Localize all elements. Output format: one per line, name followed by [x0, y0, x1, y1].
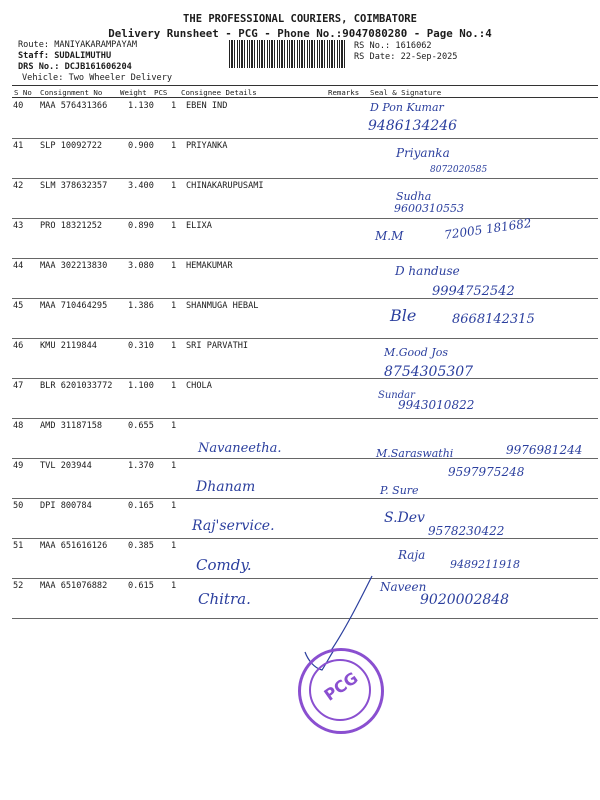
consignment-cell: MAA 710464295: [40, 301, 108, 311]
sno-cell: 41: [13, 141, 24, 151]
sno-cell: 43: [13, 221, 24, 231]
handwritten-signature: M.M: [375, 229, 404, 243]
vehicle-text: Vehicle: Two Wheeler Delivery: [22, 73, 173, 83]
handwritten-phone: 9976981244: [506, 443, 583, 457]
handwritten-consignee: Raj'service.: [192, 518, 275, 534]
pcs-cell: 1: [171, 461, 177, 471]
consignment-cell: MAA 651616126: [40, 541, 108, 551]
pcs-cell: 1: [171, 181, 177, 191]
handwritten-consignee: Navaneetha.: [198, 441, 282, 456]
staff-text: Staff: SUDALIMUTHU: [18, 51, 112, 61]
handwritten-consignee: Dhanam: [196, 479, 256, 495]
pcs-cell: 1: [171, 141, 177, 151]
pcg-stamp: [298, 648, 384, 734]
pcs-cell: 1: [171, 541, 177, 551]
sno-cell: 45: [13, 301, 24, 311]
weight-cell: 0.655: [128, 421, 154, 431]
consignment-cell: SLM 378632357: [40, 181, 108, 191]
weight-cell: 0.900: [128, 141, 154, 151]
drs-number: DRS No.: DCJB161606204: [18, 62, 132, 72]
consignee-cell: EBEN IND: [186, 101, 228, 111]
handwritten-signature: Naveen: [380, 580, 427, 594]
rs-date: RS Date: 22-Sep-2025: [354, 52, 458, 62]
weight-cell: 3.080: [128, 261, 154, 271]
consignment-cell: SLP 10092722: [40, 141, 103, 151]
handwritten-signature: S.Dev: [384, 510, 425, 526]
pcs-cell: 1: [171, 341, 177, 351]
sno-cell: 51: [13, 541, 24, 551]
pcs-cell: 1: [171, 501, 177, 511]
sno-cell: 42: [13, 181, 24, 191]
consignment-cell: BLR 6201033772: [40, 381, 113, 391]
col-consignment: Consignment No: [40, 88, 103, 97]
sno-cell: 48: [13, 421, 24, 431]
handwritten-signature: Raja: [398, 548, 426, 562]
handwritten-phone: 8754305307: [384, 364, 474, 380]
sno-cell: 40: [13, 101, 24, 111]
consignee-cell: CHOLA: [186, 381, 212, 391]
pcs-cell: 1: [171, 301, 177, 311]
handwritten-signature: D handuse: [395, 264, 460, 278]
weight-cell: 0.310: [128, 341, 154, 351]
handwritten-signature: Sudha: [396, 190, 432, 203]
pcs-cell: 1: [171, 581, 177, 591]
col-remarks: Remarks: [328, 88, 360, 97]
handwritten-phone: 72005 181682: [443, 215, 533, 243]
handwritten-signature: P. Sure: [380, 484, 419, 497]
col-consignee: Consignee Details: [181, 88, 257, 97]
weight-cell: 1.130: [128, 101, 154, 111]
handwritten-phone: 9994752542: [432, 284, 515, 299]
col-weight: Weight: [120, 88, 147, 97]
consignment-cell: AMD 31187158: [40, 421, 103, 431]
consignee-cell: HEMAKUMAR: [186, 261, 233, 271]
weight-cell: 3.400: [128, 181, 154, 191]
route-text: Route: MANIYAKARAMPAYAM: [18, 40, 137, 50]
weight-cell: 1.370: [128, 461, 154, 471]
handwritten-phone: 9020002848: [420, 592, 510, 608]
consignment-cell: MAA 576431366: [40, 101, 108, 111]
sno-cell: 50: [13, 501, 24, 511]
weight-cell: 1.386: [128, 301, 154, 311]
handwritten-phone: 9600310553: [394, 202, 464, 215]
handwritten-phone: 9943010822: [398, 398, 475, 412]
consignee-cell: ELIXA: [186, 221, 212, 231]
weight-cell: 0.165: [128, 501, 154, 511]
sno-cell: 47: [13, 381, 24, 391]
col-pcs: PCS: [154, 88, 168, 97]
col-sno: S No: [14, 88, 32, 97]
sno-cell: 49: [13, 461, 24, 471]
rs-number: RS No.: 1616062: [354, 41, 432, 51]
consignee-cell: PRIYANKA: [186, 141, 228, 151]
consignment-cell: DPI 800784: [40, 501, 92, 511]
pcs-cell: 1: [171, 421, 177, 431]
consignment-cell: PRO 18321252: [40, 221, 103, 231]
sno-cell: 46: [13, 341, 24, 351]
handwritten-phone: 9597975248: [448, 465, 525, 479]
handwritten-consignee: Chitra.: [198, 590, 251, 608]
handwritten-phone: 9489211918: [450, 558, 520, 571]
weight-cell: 0.890: [128, 221, 154, 231]
company-title: THE PROFESSIONAL COURIERS, COIMBATORE: [183, 13, 417, 25]
consignee-cell: SHANMUGA HEBAL: [186, 301, 259, 311]
pcs-cell: 1: [171, 261, 177, 271]
handwritten-signature: Ble: [390, 306, 417, 325]
handwritten-consignee: Comdy.: [196, 556, 252, 574]
handwritten-phone: 8072020585: [430, 165, 488, 175]
handwritten-signature: Sundar: [378, 390, 415, 401]
consignment-cell: KMU 2119844: [40, 341, 97, 351]
col-signature: Seal & Signature: [370, 88, 442, 97]
weight-cell: 0.615: [128, 581, 154, 591]
weight-cell: 0.385: [128, 541, 154, 551]
sno-cell: 52: [13, 581, 24, 591]
handwritten-phone: 9486134246: [368, 118, 458, 134]
handwritten-signature: M.Saraswathi: [376, 447, 454, 460]
weight-cell: 1.100: [128, 381, 154, 391]
consignee-cell: SRI PARVATHI: [186, 341, 249, 351]
consignment-cell: MAA 302213830: [40, 261, 108, 271]
sno-cell: 44: [13, 261, 24, 271]
pcs-cell: 1: [171, 101, 177, 111]
handwritten-phone: 9578230422: [428, 524, 505, 538]
handwritten-signature: Priyanka: [396, 146, 450, 160]
consignment-cell: TVL 203944: [40, 461, 92, 471]
stamp-text: PCG: [320, 668, 362, 705]
handwritten-phone: 8668142315: [452, 312, 535, 327]
pcs-cell: 1: [171, 221, 177, 231]
pcs-cell: 1: [171, 381, 177, 391]
handwritten-signature: D Pon Kumar: [370, 101, 444, 114]
handwritten-signature: M.Good Jos: [384, 346, 449, 359]
consignment-cell: MAA 651076882: [40, 581, 108, 591]
consignee-cell: CHINAKARUPUSAMI: [186, 181, 264, 191]
runsheet-subtitle: Delivery Runsheet - PCG - Phone No.:9047080280 - Page No.:4: [108, 27, 492, 40]
